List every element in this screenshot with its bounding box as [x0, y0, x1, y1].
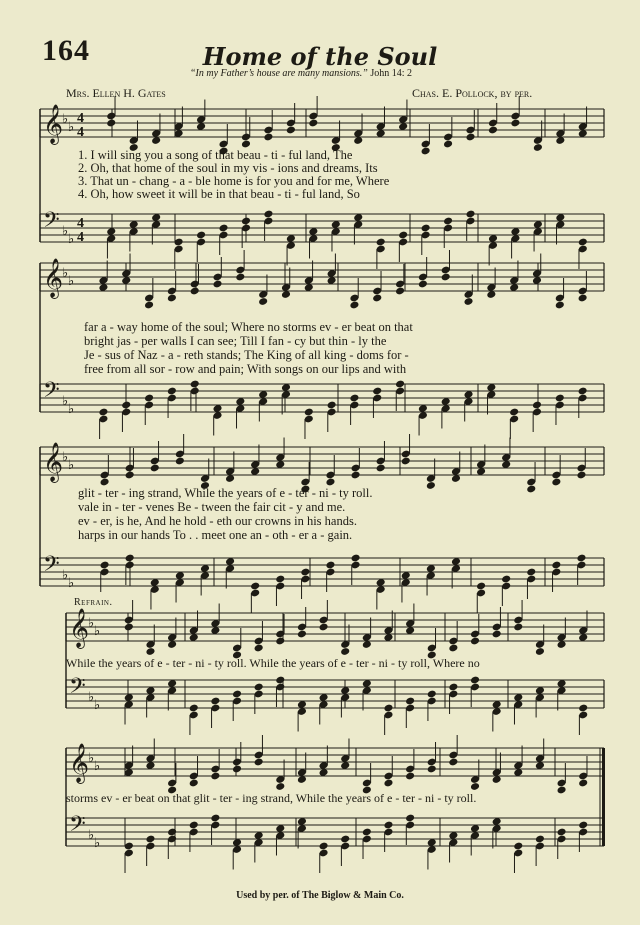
lyric-verse-2-line-1: 2. Oh, that home of the soul in my vis - ions and dreams, Its — [78, 161, 378, 175]
note-head — [250, 582, 260, 591]
note-head — [421, 147, 431, 156]
note-head — [427, 765, 437, 774]
note-head — [395, 380, 405, 389]
lyric-refrain-line-2: storms ev - er beat on that glit - ter - ing strand, While the years of e - ter - ni - ty roll. — [66, 791, 477, 805]
lyric-verse-4-line-2: free from all sor - row and pain; With songs on our lips and with — [84, 362, 407, 376]
flat-sign: ♭ — [88, 616, 95, 631]
note-head — [275, 676, 285, 685]
note-head — [557, 786, 567, 795]
flat-sign: ♭ — [62, 450, 69, 465]
note-head — [210, 772, 220, 781]
note-head — [492, 630, 502, 639]
note-head — [383, 779, 393, 788]
note-head — [372, 294, 382, 303]
flat-sign: ♭ — [62, 112, 69, 127]
note-head — [551, 478, 561, 487]
note-head — [304, 408, 314, 417]
note-head — [210, 814, 220, 823]
lyric-verse-1-line-1: 1. I will sing you a song of that beau - ti - ful land, The — [78, 148, 353, 162]
note-head — [476, 582, 486, 591]
treble-clef: 𝄞 — [43, 104, 64, 144]
bass-clef: 𝄢 — [43, 208, 60, 238]
note-head — [578, 704, 588, 713]
note-head — [297, 630, 307, 639]
note-head — [372, 387, 382, 396]
note-head — [510, 119, 520, 128]
lyricist-credit: Mrs. Ellen H. Gates — [66, 86, 166, 100]
flat-sign: ♭ — [88, 751, 95, 766]
final-barline-thick — [602, 748, 605, 846]
time-signature-top: 4 — [77, 111, 84, 126]
note-head — [578, 387, 588, 396]
note-head — [189, 821, 199, 830]
note-head — [533, 143, 543, 152]
bass-clef: 𝄢 — [43, 552, 60, 582]
note-head — [167, 294, 177, 303]
time-signature-top: 4 — [77, 216, 84, 231]
flat-sign: ♭ — [62, 224, 69, 239]
note-head — [448, 644, 458, 653]
note-head — [418, 280, 428, 289]
note-head — [349, 394, 359, 403]
note-head — [376, 464, 386, 473]
lyric-verse-2-line-3: vale in - ter - venes Be - tween the fair cit - y and me. — [78, 500, 346, 514]
note-head — [300, 568, 310, 577]
note-head — [340, 835, 350, 844]
note-head — [470, 676, 480, 685]
note-head — [578, 821, 588, 830]
note-head — [535, 835, 545, 844]
note-head — [349, 301, 359, 310]
note-head — [578, 294, 588, 303]
treble-clef: 𝄞 — [69, 743, 90, 783]
note-head — [327, 401, 337, 410]
note-head — [470, 637, 480, 646]
note-head — [308, 119, 318, 128]
note-head — [263, 210, 273, 219]
note-head — [189, 704, 199, 713]
note-head — [167, 828, 177, 837]
treble-clef: 𝄞 — [43, 258, 64, 298]
note-head — [286, 126, 296, 135]
note-head — [526, 485, 536, 494]
note-head — [125, 471, 135, 480]
flat-sign: ♭ — [68, 458, 75, 473]
note-head — [232, 690, 242, 699]
lyric-verse-4-line-1: 4. Oh, how sweet it will be in that beau - ti - ful land, So — [78, 187, 360, 201]
lyric-verse-3-line-2: Je - sus of Naz - a - reth stands; The King of all king - doms for - — [84, 348, 409, 362]
note-head — [405, 772, 415, 781]
lyric-verse-4-line-3: harps in our hands To . . meet one an - oth - er a - gain. — [78, 528, 353, 542]
lyric-verse-1-line-3: glit - ter - ing strand, While the years of e - ter - ni - ty roll. — [78, 486, 373, 500]
flat-sign: ♭ — [68, 576, 75, 591]
note-head — [189, 779, 199, 788]
note-head — [551, 561, 561, 570]
copyright-footer: Used by per. of The Biglow & Main Co. — [236, 890, 404, 901]
note-head — [448, 758, 458, 767]
bass-clef: 𝄢 — [69, 674, 86, 704]
note-head — [448, 683, 458, 692]
flat-sign: ♭ — [62, 568, 69, 583]
flat-sign: ♭ — [94, 624, 101, 639]
time-signature-bottom: 4 — [77, 230, 84, 245]
note-head — [405, 697, 415, 706]
bass-clef: 𝄢 — [43, 378, 60, 408]
note-head — [443, 217, 453, 226]
lyric-refrain-line-1: While the years of e - ter - ni - ty roll. While the years of e - ter - ni - ty roll, Where no — [66, 656, 480, 670]
note-head — [263, 133, 273, 142]
note-head — [235, 273, 245, 282]
note-head — [340, 647, 350, 656]
note-head — [325, 561, 335, 570]
flat-sign: ♭ — [62, 394, 69, 409]
note-head — [470, 782, 480, 791]
note-head — [421, 224, 431, 233]
note-head — [254, 683, 264, 692]
note-head — [275, 782, 285, 791]
lyric-verse-2-line-2: bright jas - per walls I can see; Till I fan - cy but thin - ly the — [84, 334, 387, 348]
note-head — [124, 623, 134, 632]
note-head — [576, 471, 586, 480]
note-head — [145, 647, 155, 656]
time-signature-bottom: 4 — [77, 125, 84, 140]
note-head — [98, 408, 108, 417]
note-head — [210, 697, 220, 706]
treble-clef: 𝄞 — [69, 608, 90, 648]
flat-sign: ♭ — [62, 266, 69, 281]
flat-sign: ♭ — [94, 759, 101, 774]
note-head — [258, 297, 268, 306]
note-head — [212, 280, 222, 289]
note-head — [254, 644, 264, 653]
note-head — [463, 297, 473, 306]
note-head — [383, 821, 393, 830]
note-head — [150, 464, 160, 473]
note-head — [513, 623, 523, 632]
note-head — [576, 554, 586, 563]
note-head — [555, 301, 565, 310]
note-head — [535, 647, 545, 656]
note-head — [426, 481, 436, 490]
flat-sign: ♭ — [88, 690, 95, 705]
note-head — [398, 231, 408, 240]
note-head — [351, 471, 361, 480]
note-head — [319, 842, 329, 851]
note-head — [465, 210, 475, 219]
note-head — [532, 401, 542, 410]
note-head — [362, 828, 372, 837]
note-head — [190, 380, 200, 389]
note-head — [488, 126, 498, 135]
note-head — [376, 238, 386, 247]
flat-sign: ♭ — [94, 698, 101, 713]
note-head — [144, 394, 154, 403]
lyric-verse-3-line-3: ev - er, is he, And he hold - eth our crowns in his hands. — [78, 514, 357, 528]
note-head — [319, 623, 329, 632]
note-head — [241, 217, 251, 226]
bass-clef: 𝄢 — [69, 812, 86, 842]
note-head — [232, 765, 242, 774]
note-head — [383, 704, 393, 713]
note-head — [401, 457, 411, 466]
note-head — [196, 231, 206, 240]
note-head — [106, 119, 116, 128]
page-number: 164 — [42, 34, 90, 67]
note-head — [465, 133, 475, 142]
note-head — [145, 835, 155, 844]
lyric-verse-3-line-1: 3. That un - chang - a - ble home is for you and for me, Where — [78, 174, 390, 188]
flat-sign: ♭ — [68, 120, 75, 135]
note-head — [190, 287, 200, 296]
refrain-label: Refrain. — [74, 597, 113, 608]
flat-sign: ♭ — [68, 274, 75, 289]
epigraph-reference: John 14: 2 — [370, 68, 413, 79]
epigraph-quote: “In my Father’s house are many mansions.” — [190, 68, 368, 79]
flat-sign: ♭ — [68, 232, 75, 247]
note-head — [501, 575, 511, 584]
note-head — [275, 637, 285, 646]
note-head — [218, 224, 228, 233]
flat-sign: ♭ — [68, 402, 75, 417]
note-head — [526, 568, 536, 577]
note-head — [557, 828, 567, 837]
treble-clef: 𝄞 — [43, 442, 64, 482]
note-head — [100, 561, 110, 570]
note-head — [275, 575, 285, 584]
note-head — [351, 554, 361, 563]
note-head — [555, 394, 565, 403]
note-head — [175, 457, 185, 466]
note-head — [427, 690, 437, 699]
composer-credit: Chas. E. Pollock, by per. — [412, 86, 533, 100]
note-head — [254, 758, 264, 767]
lyric-verse-1-line-2: far a - way home of the soul; Where no storms ev - er beat on that — [84, 320, 413, 334]
flat-sign: ♭ — [88, 828, 95, 843]
note-head — [395, 287, 405, 296]
note-head — [144, 301, 154, 310]
note-head — [441, 273, 451, 282]
flat-sign: ♭ — [94, 836, 101, 851]
note-head — [578, 238, 588, 247]
note-head — [578, 779, 588, 788]
note-head — [167, 387, 177, 396]
note-head — [513, 842, 523, 851]
note-head — [509, 408, 519, 417]
note-head — [125, 554, 135, 563]
note-head — [405, 814, 415, 823]
note-head — [121, 401, 131, 410]
note-head — [443, 140, 453, 149]
hymn-title: Home of the Soul — [202, 42, 438, 71]
